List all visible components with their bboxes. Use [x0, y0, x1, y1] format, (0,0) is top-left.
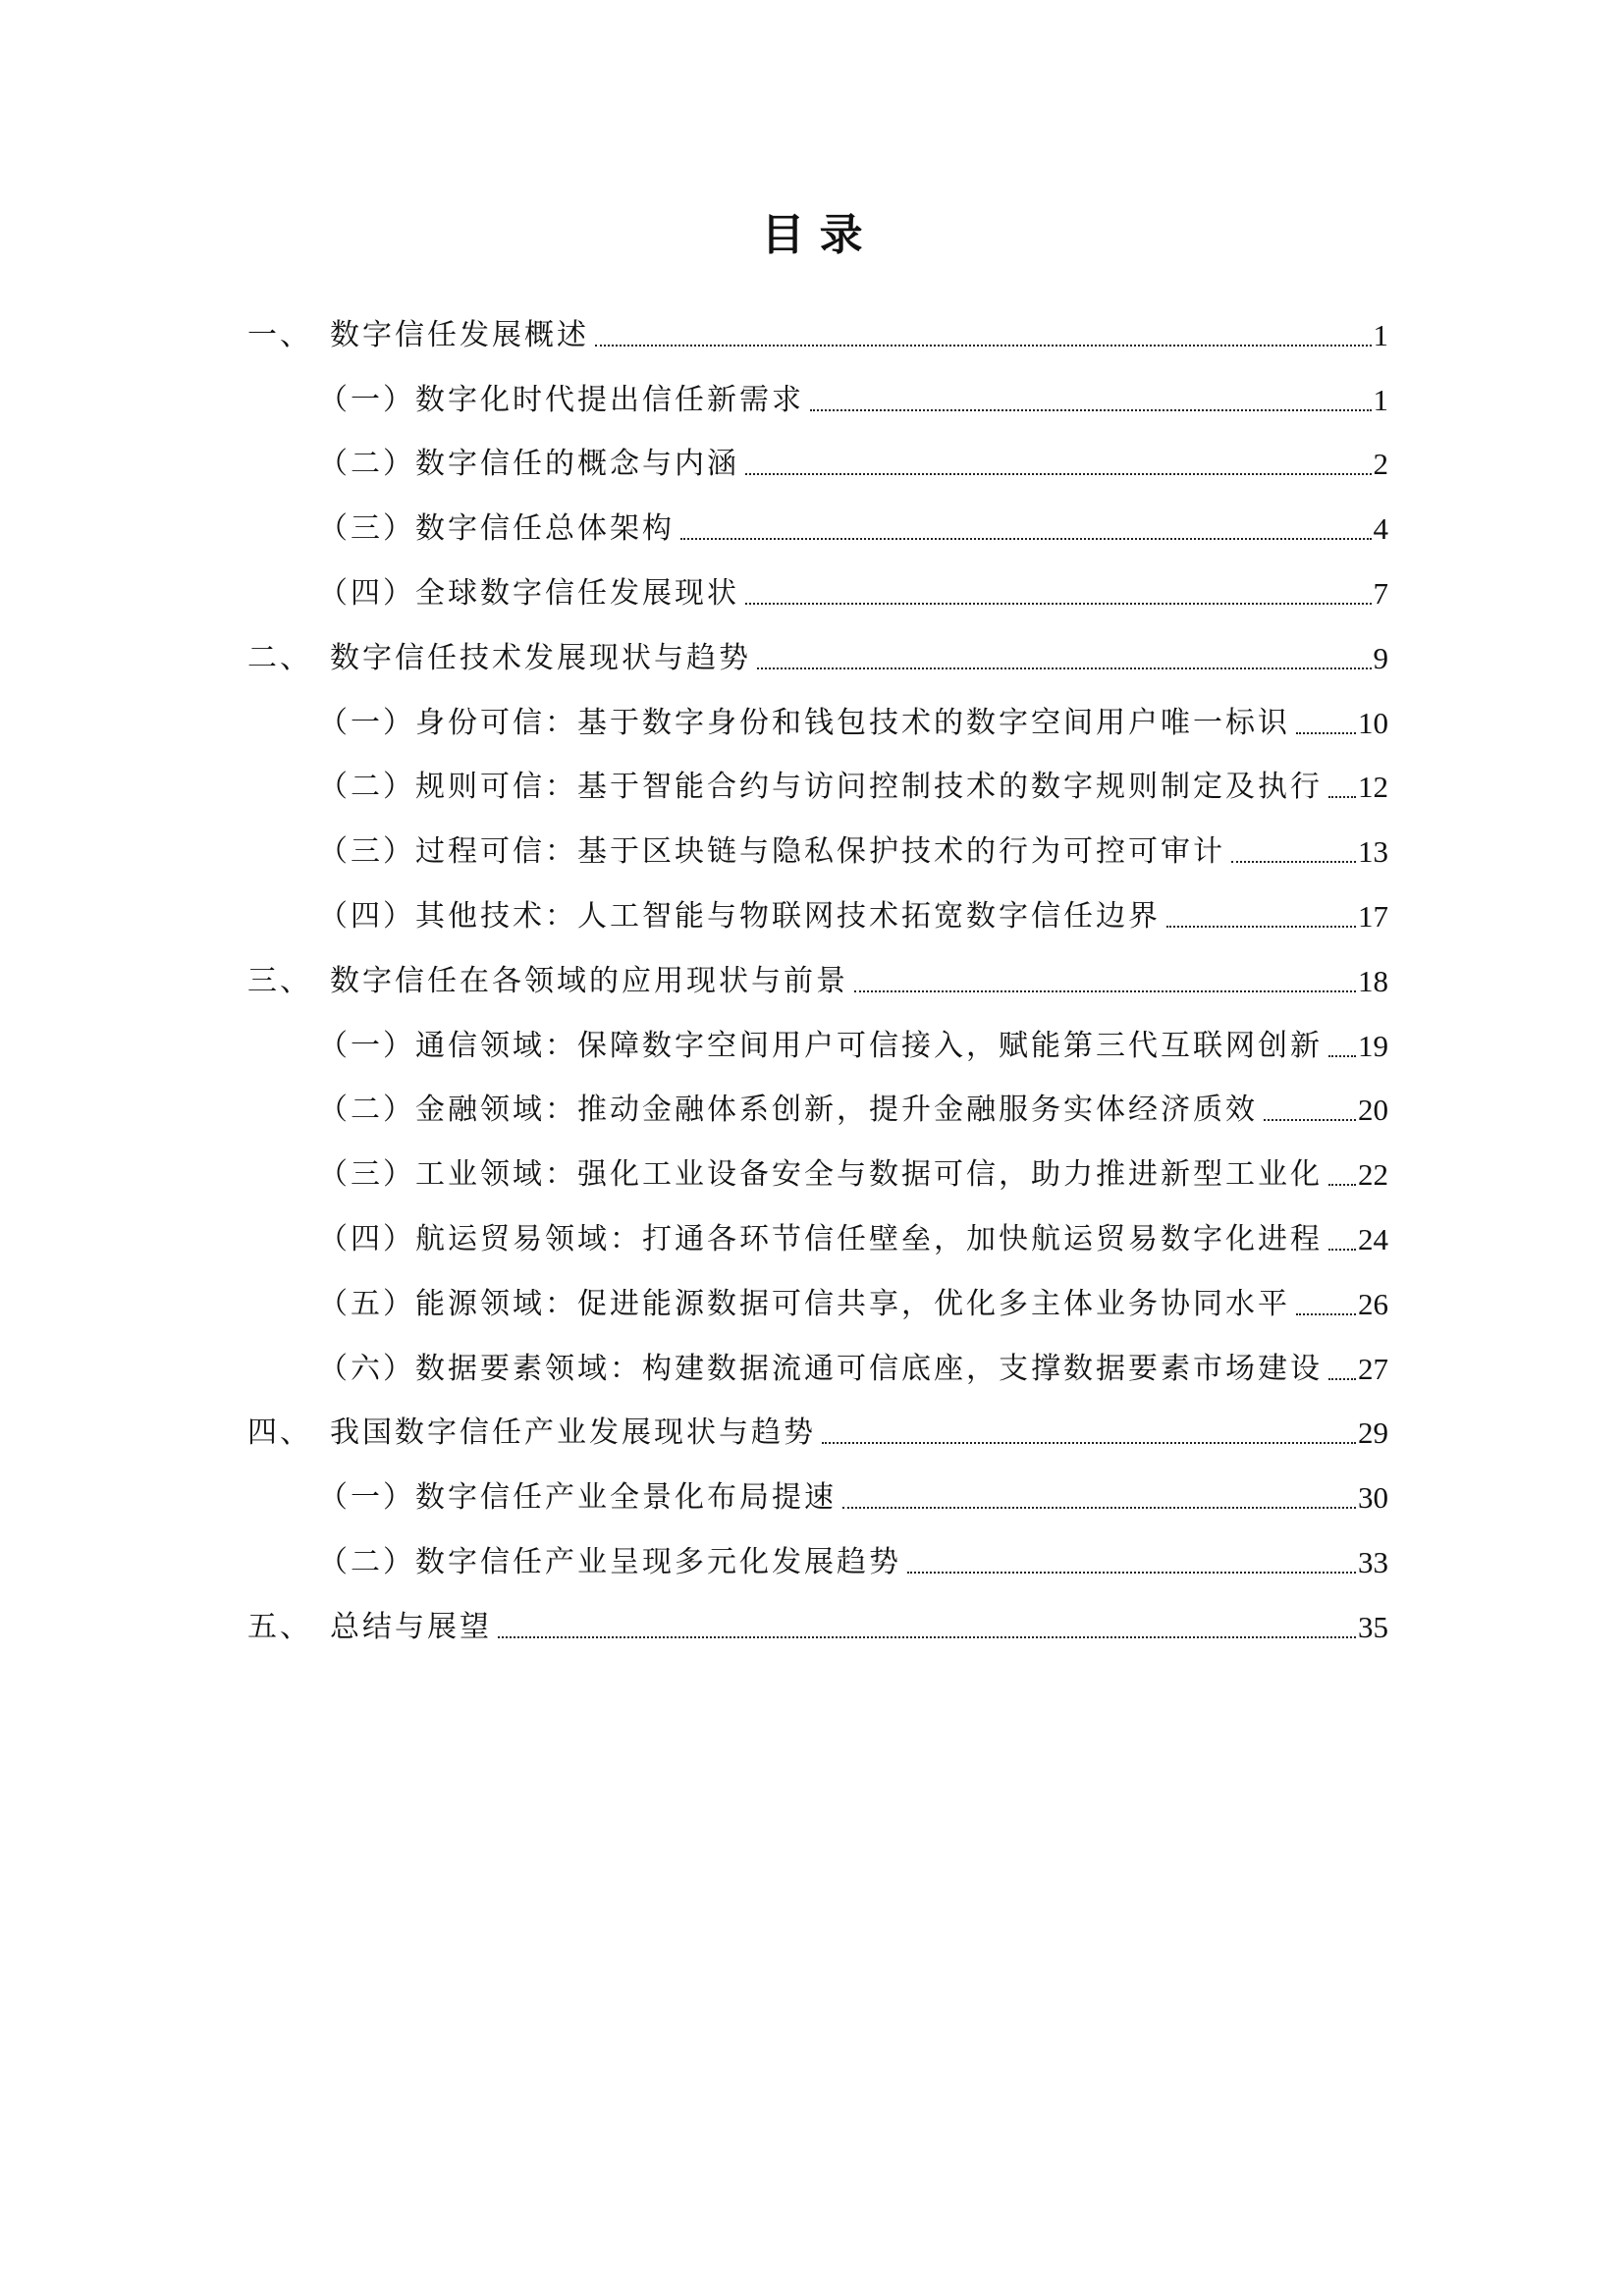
toc-chapter-entry[interactable]: [247, 1582, 1388, 1647]
toc-entry-title: 数字信任产业呈现多元化发展趋势: [415, 1544, 901, 1579]
toc-entry-number: （四）: [318, 575, 415, 611]
toc-section-entry[interactable]: [247, 1066, 1388, 1131]
toc-dot-leader: [680, 538, 1372, 540]
toc-entry-title: 航运贸易领域：打通各环节信任壁垒，加快航运贸易数字化进程: [415, 1221, 1323, 1256]
toc-page-number: 27: [1358, 1351, 1388, 1386]
toc-section-entry[interactable]: [247, 420, 1388, 485]
toc-entry-title: 数字信任在各领域的应用现状与前景: [330, 963, 848, 998]
toc-entry-title: 数字信任发展概述: [330, 317, 589, 352]
toc-section-entry[interactable]: [247, 872, 1388, 936]
toc-page-number: 19: [1358, 1028, 1388, 1063]
toc-entry-title: 总结与展望: [330, 1609, 492, 1644]
toc-page-number: 20: [1358, 1093, 1388, 1128]
toc-dot-leader: [745, 473, 1372, 475]
toc-section-entry[interactable]: [247, 807, 1388, 872]
toc-entry-title: 金融领域：推动金融体系创新，提升金融服务实体经济质效: [415, 1093, 1258, 1128]
toc-dot-leader: [1264, 1119, 1356, 1121]
toc-dot-leader: [822, 1442, 1356, 1444]
toc-page-number: 18: [1358, 963, 1388, 998]
toc-section-entry[interactable]: [247, 1518, 1388, 1582]
toc-entry-number: 四、: [247, 1415, 312, 1451]
toc-chapter-entry[interactable]: [247, 936, 1388, 1001]
toc-section-entry[interactable]: [247, 1453, 1388, 1518]
toc-entry-title: 过程可信：基于区块链与隐私保护技术的行为可控可审计: [415, 834, 1225, 870]
toc-dot-leader: [810, 409, 1372, 411]
toc-page-number: 29: [1358, 1415, 1388, 1451]
toc-page-number: 4: [1373, 511, 1388, 547]
toc-entry-number: （一）: [318, 1028, 415, 1063]
toc-section-entry[interactable]: [247, 743, 1388, 808]
toc-dot-leader: [595, 345, 1372, 347]
toc-entry-title: 通信领域：保障数字空间用户可信接入，赋能第三代互联网创新: [415, 1028, 1323, 1063]
toc-page-number: 22: [1358, 1157, 1388, 1193]
toc-entry-number: （二）: [318, 1544, 415, 1579]
toc-dot-leader: [1296, 732, 1356, 734]
toc-dot-leader: [854, 990, 1356, 992]
toc-page-number: 35: [1358, 1609, 1388, 1644]
toc-entry-number: （二）: [318, 447, 415, 482]
toc-section-entry[interactable]: [247, 484, 1388, 549]
toc-page-number: 1: [1373, 317, 1388, 352]
toc-dot-leader: [1296, 1313, 1356, 1315]
toc-page-number: 30: [1358, 1480, 1388, 1516]
toc-page-number: 9: [1373, 640, 1388, 675]
toc-dot-leader: [1328, 1184, 1356, 1186]
toc-entry-number: （四）: [318, 898, 415, 934]
toc-page-number: 10: [1358, 705, 1388, 740]
toc-section-entry[interactable]: [247, 678, 1388, 743]
toc-dot-leader: [907, 1572, 1356, 1574]
toc-entry-number: （三）: [318, 511, 415, 547]
toc-entry-title: 身份可信：基于数字身份和钱包技术的数字空间用户唯一标识: [415, 705, 1290, 740]
toc-entry-number: （二）: [318, 1093, 415, 1128]
toc-page-number: 26: [1358, 1286, 1388, 1321]
toc-entry-title: 能源领域：促进能源数据可信共享，优化多主体业务协同水平: [415, 1286, 1290, 1321]
toc-entry-number: （二）: [318, 770, 415, 805]
toc-entry-number: （一）: [318, 1480, 415, 1516]
toc-entry-title: 数字信任产业全景化布局提速: [415, 1480, 837, 1516]
toc-dot-leader: [1328, 796, 1356, 798]
toc-page-number: 24: [1358, 1221, 1388, 1256]
toc-entry-number: （一）: [318, 382, 415, 417]
toc-entry-number: （一）: [318, 705, 415, 740]
toc-entry-number: 二、: [247, 640, 312, 675]
toc-page-number: 17: [1358, 898, 1388, 934]
toc-section-entry[interactable]: [247, 1195, 1388, 1259]
toc-page-number: 2: [1373, 447, 1388, 482]
toc-page-number: 13: [1358, 834, 1388, 870]
toc-entry-title: 其他技术：人工智能与物联网技术拓宽数字信任边界: [415, 898, 1161, 934]
toc-dot-leader: [1166, 926, 1356, 928]
toc-chapter-entry[interactable]: [247, 291, 1388, 355]
toc-dot-leader: [842, 1507, 1356, 1509]
toc-entry-title: 全球数字信任发展现状: [415, 575, 739, 611]
toc-entry-number: （六）: [318, 1351, 415, 1386]
toc-entry-title: 我国数字信任产业发展现状与趋势: [330, 1415, 816, 1451]
toc-section-entry[interactable]: [247, 549, 1388, 614]
toc-page-number: 12: [1358, 770, 1388, 805]
toc-entry-title: 数据要素领域：构建数据流通可信底座，支撑数据要素市场建设: [415, 1351, 1323, 1386]
toc-entry-number: 一、: [247, 317, 312, 352]
toc-section-entry[interactable]: [247, 1130, 1388, 1195]
toc-entry-number: 三、: [247, 963, 312, 998]
toc-entry-title: 数字信任的概念与内涵: [415, 447, 739, 482]
toc-chapter-entry[interactable]: [247, 614, 1388, 678]
toc-page-number: 33: [1358, 1544, 1388, 1579]
toc-entry-number: 五、: [247, 1609, 312, 1644]
toc-entry-title: 数字信任总体架构: [415, 511, 675, 547]
toc-dot-leader: [757, 667, 1372, 669]
toc-page-number: 7: [1373, 575, 1388, 611]
table-of-contents: [247, 291, 1388, 1647]
toc-dot-leader: [1328, 1378, 1356, 1380]
toc-entry-number: （四）: [318, 1221, 415, 1256]
toc-section-entry[interactable]: [247, 1324, 1388, 1389]
toc-dot-leader: [745, 603, 1372, 605]
toc-dot-leader: [1328, 1249, 1356, 1251]
toc-page-number: 1: [1373, 382, 1388, 417]
toc-section-entry[interactable]: [247, 1259, 1388, 1324]
toc-entry-number: （五）: [318, 1286, 415, 1321]
toc-section-entry[interactable]: [247, 355, 1388, 420]
toc-section-entry[interactable]: [247, 1001, 1388, 1066]
toc-dot-leader: [1328, 1055, 1356, 1057]
toc-chapter-entry[interactable]: [247, 1389, 1388, 1454]
toc-entry-number: （三）: [318, 1157, 415, 1193]
toc-entry-title: 数字信任技术发展现状与趋势: [330, 640, 751, 675]
toc-entry-title: 工业领域：强化工业设备安全与数据可信，助力推进新型工业化: [415, 1157, 1323, 1193]
toc-entry-title: 规则可信：基于智能合约与访问控制技术的数字规则制定及执行: [415, 770, 1323, 805]
page-title: 目 录: [761, 210, 863, 260]
toc-entry-number: （三）: [318, 834, 415, 870]
toc-dot-leader: [498, 1636, 1356, 1638]
toc-dot-leader: [1231, 861, 1356, 863]
toc-entry-title: 数字化时代提出信任新需求: [415, 382, 804, 417]
